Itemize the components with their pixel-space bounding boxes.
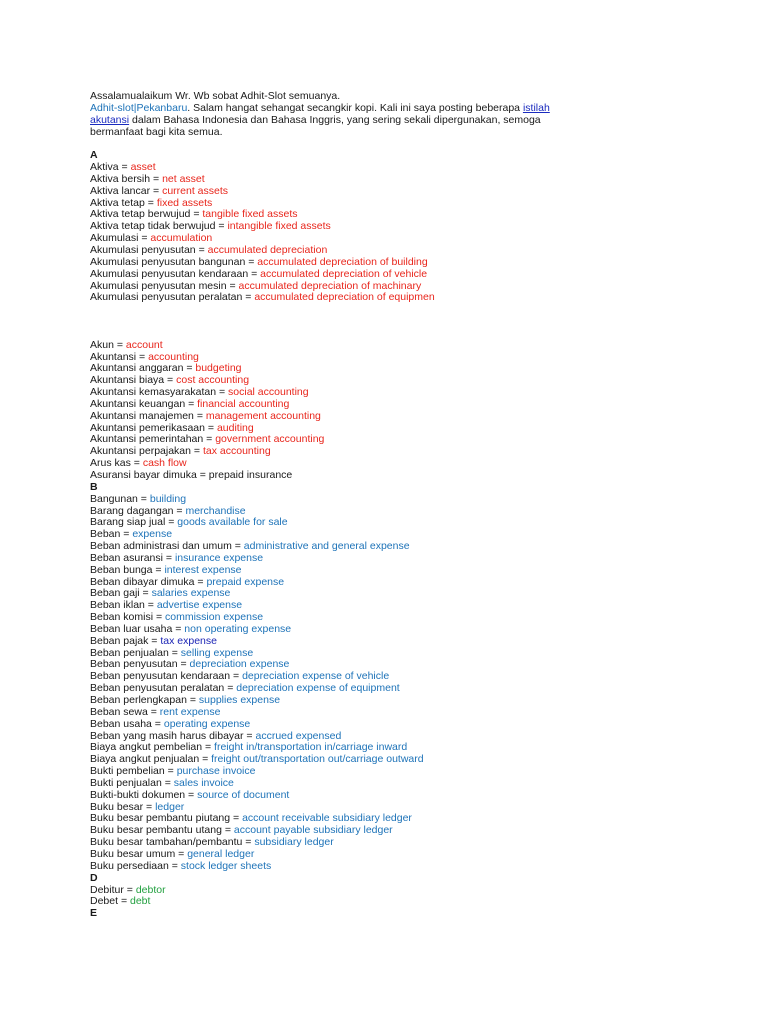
term-indonesian: Biaya angkut pembelian: [90, 741, 203, 754]
glossary-section-b: [90, 482, 590, 873]
equals-sign: =: [183, 362, 196, 375]
term-indonesian: Akuntansi pemerikasaan: [90, 421, 205, 434]
term-english: advertise expense: [156, 599, 243, 612]
term-english: account receivable subsidiary ledger: [242, 812, 412, 825]
term-english: sales invoice: [173, 776, 234, 789]
term-english: depreciation expense of equipment: [236, 682, 400, 695]
equals-sign: =: [186, 694, 199, 706]
term-english: general ledger: [187, 847, 255, 860]
equals-sign: =: [168, 859, 181, 872]
equals-sign: =: [224, 682, 237, 695]
site-link[interactable]: Adhit-slot|Pekanbaru: [90, 101, 188, 114]
term-english: depreciation expense of vehicle: [242, 670, 390, 683]
term-indonesian: Barang dagangan: [90, 504, 174, 517]
equals-sign: =: [243, 729, 256, 742]
equals-sign: =: [144, 599, 157, 612]
term-english: accumulated depreciation: [207, 243, 328, 256]
term-indonesian: Beban asuransi: [90, 551, 163, 564]
equals-sign: =: [138, 232, 151, 245]
term-indonesian: Akumulasi penyusutan bangunan: [90, 255, 246, 268]
equals-sign: =: [177, 658, 190, 671]
term-indonesian: Biaya angkut penjualan: [90, 753, 200, 766]
section-letter: D: [90, 871, 98, 884]
equals-sign: =: [203, 433, 216, 446]
glossary-entry: [90, 896, 590, 908]
term-indonesian: Barang siap jual: [90, 516, 166, 529]
equals-sign: =: [113, 338, 126, 351]
equals-sign: =: [248, 267, 261, 280]
term-indonesian: Asuransi bayar dimuka: [90, 468, 197, 481]
equals-sign: =: [202, 741, 215, 754]
term-indonesian: Akumulasi penyusutan mesin: [90, 279, 227, 292]
term-indonesian: Akun: [90, 338, 114, 351]
term-indonesian: Beban penyusutan kendaraan: [90, 670, 231, 683]
term-english: debt: [130, 895, 151, 908]
term-indonesian: Buku besar umum: [90, 847, 176, 860]
term-english: accounting: [148, 350, 199, 363]
term-english: tax expense: [160, 634, 217, 647]
equals-sign: =: [175, 847, 188, 860]
equals-sign: =: [190, 208, 203, 221]
term-english: supplies expense: [198, 694, 281, 706]
term-english: prepaid expense: [206, 575, 285, 588]
term-indonesian: Debet: [90, 895, 119, 908]
equals-sign: =: [136, 350, 149, 363]
equals-sign: =: [165, 516, 178, 529]
term-english: accrued expensed: [255, 729, 342, 742]
term-english: selling expense: [180, 646, 254, 659]
term-english: accumulated depreciation of building: [257, 255, 428, 268]
term-indonesian: Aktiva lancar: [90, 184, 151, 197]
equals-sign: =: [144, 196, 157, 209]
term-english: account: [125, 338, 163, 351]
term-indonesian: Beban perlengkapan: [90, 694, 187, 706]
equals-sign: =: [242, 836, 255, 849]
term-english: tax accounting: [202, 445, 271, 458]
glossary-section-a: [90, 150, 590, 482]
section-letter: E: [90, 907, 98, 920]
term-english: freight in/transportation in/carriage inward: [214, 741, 408, 754]
equals-sign: =: [118, 895, 130, 908]
equals-sign: =: [185, 788, 198, 801]
term-english: salaries expense: [151, 587, 231, 600]
equals-sign: =: [164, 374, 177, 387]
term-indonesian: Akumulasi penyusutan: [90, 243, 196, 256]
term-english: budgeting: [195, 362, 242, 375]
equals-sign: =: [191, 445, 203, 458]
term-indonesian: Akuntansi: [90, 350, 137, 363]
term-indonesian: Beban penyusutan: [90, 658, 178, 671]
equals-sign: =: [150, 184, 163, 197]
intro-text-2: dalam Bahasa Indonesia dan Bahasa Inggris, yang sering sekali dipergunakan, semoga bermanfaat bagi kita semua.: [90, 113, 541, 138]
term-indonesian: Aktiva tetap tidak berwujud: [90, 220, 216, 233]
equals-sign: =: [173, 504, 186, 517]
spacer: [90, 138, 590, 150]
intro-paragraph: [90, 103, 590, 139]
term-english: insurance expense: [174, 551, 264, 564]
term-indonesian: Akuntansi anggaran: [90, 362, 184, 375]
term-indonesian: Beban penyusutan peralatan: [90, 682, 225, 695]
term-english: social accounting: [228, 386, 309, 399]
term-indonesian: Akuntansi pemerintahan: [90, 433, 204, 446]
equals-sign: =: [221, 824, 234, 837]
term-english: building: [149, 492, 187, 505]
term-english: cost accounting: [176, 374, 250, 387]
term-indonesian: Beban bunga: [90, 563, 153, 576]
equals-sign: =: [193, 409, 206, 422]
term-indonesian: Bukti penjualan: [90, 776, 162, 789]
equals-sign: =: [123, 883, 136, 896]
equals-sign: =: [196, 468, 209, 481]
term-indonesian: Buku besar: [90, 800, 144, 813]
term-english: merchandise: [185, 504, 246, 517]
term-indonesian: Bukti-bukti dokumen: [90, 788, 186, 801]
equals-sign: =: [230, 812, 243, 825]
term-english: rent expense: [159, 705, 221, 718]
equals-sign: =: [164, 765, 177, 778]
term-english: interest expense: [164, 563, 242, 576]
term-english: account payable subsidiary ledger: [233, 824, 393, 837]
term-english: accumulation: [150, 232, 213, 245]
equals-sign: =: [204, 421, 217, 434]
term-english: ledger: [155, 800, 185, 813]
term-english: prepaid insurance: [208, 468, 293, 481]
term-english: administrative and general expense: [243, 540, 410, 553]
intro-text-1: . Salam hangat sehangat secangkir kopi. Kali ini saya posting beberapa: [187, 101, 523, 114]
term-english: net asset: [162, 172, 205, 185]
term-english: cash flow: [142, 457, 187, 470]
equals-sign: =: [199, 753, 212, 766]
equals-sign: =: [168, 646, 181, 659]
glossary-entry: [90, 292, 590, 304]
term-english: expense: [132, 528, 173, 541]
term-indonesian: Beban usaha: [90, 717, 152, 730]
term-indonesian: Beban dibayar dimuka: [90, 575, 195, 588]
glossary-entry: [90, 861, 590, 873]
term-indonesian: Bangunan: [90, 492, 138, 505]
term-indonesian: Akuntansi perpajakan: [90, 445, 191, 458]
term-english: commission expense: [165, 611, 264, 624]
term-indonesian: Beban komisi: [90, 611, 154, 624]
term-indonesian: Beban penjualan: [90, 646, 169, 659]
term-indonesian: Beban administrasi dan umum: [90, 540, 232, 553]
equals-sign: =: [137, 492, 150, 505]
equals-sign: =: [230, 670, 243, 683]
equals-sign: =: [130, 457, 143, 470]
term-indonesian: Akuntansi keuangan: [90, 397, 186, 410]
term-indonesian: Buku besar pembantu piutang: [90, 812, 231, 825]
term-indonesian: Debitur: [90, 883, 124, 896]
term-english: accumulated depreciation of equipmen: [254, 291, 435, 304]
term-english: auditing: [216, 421, 254, 434]
term-indonesian: Aktiva bersih: [90, 172, 151, 185]
term-indonesian: Akumulasi penyusutan peralatan: [90, 291, 243, 304]
section-letter: A: [90, 149, 98, 162]
term-english: asset: [130, 161, 156, 174]
term-indonesian: Akuntansi manajemen: [90, 409, 194, 422]
equals-sign: =: [147, 705, 160, 718]
term-indonesian: Akumulasi penyusutan kendaraan: [90, 267, 249, 280]
group-spacer: [90, 304, 590, 340]
equals-sign: =: [215, 220, 228, 233]
equals-sign: =: [242, 291, 255, 304]
term-indonesian: Buku persediaan: [90, 859, 169, 872]
equals-sign: =: [143, 800, 156, 813]
equals-sign: =: [172, 622, 185, 635]
term-indonesian: Akuntansi kemasyarakatan: [90, 386, 217, 399]
term-indonesian: Buku besar tambahan/pembantu: [90, 836, 243, 849]
term-indonesian: Beban sewa: [90, 705, 148, 718]
equals-sign: =: [139, 587, 152, 600]
equals-sign: =: [162, 551, 175, 564]
term-indonesian: Beban: [90, 528, 121, 541]
equals-sign: =: [194, 575, 207, 588]
term-english: operating expense: [163, 717, 251, 730]
equals-sign: =: [161, 776, 174, 789]
glossary: [90, 150, 590, 920]
term-english: purchase invoice: [176, 765, 256, 778]
equals-sign: =: [148, 634, 161, 647]
equals-sign: =: [150, 172, 163, 185]
equals-sign: =: [231, 540, 244, 553]
term-english: government accounting: [215, 433, 325, 446]
section-letter: B: [90, 480, 98, 493]
term-indonesian: Buku besar pembantu utang: [90, 824, 222, 837]
equals-sign: =: [152, 563, 165, 576]
term-english: goods available for sale: [177, 516, 288, 529]
term-english: fixed assets: [156, 196, 213, 209]
equals-sign: =: [185, 397, 198, 410]
term-english: freight out/transportation out/carriage outward: [211, 753, 424, 766]
term-english: financial accounting: [197, 397, 290, 410]
intro-greeting: Assalamualaikum Wr. Wb sobat Adhit-Slot semuanya.: [90, 90, 341, 102]
term-link[interactable]: istilah akutansi: [90, 101, 550, 126]
term-indonesian: Bukti pembelian: [90, 765, 165, 778]
term-indonesian: Akuntansi biaya: [90, 374, 165, 387]
term-indonesian: Beban iklan: [90, 599, 145, 612]
term-indonesian: Beban luar usaha: [90, 622, 173, 635]
glossary-section-e: [90, 908, 590, 920]
equals-sign: =: [245, 255, 258, 268]
equals-sign: =: [153, 611, 165, 624]
term-english: source of document: [197, 788, 290, 801]
term-english: accumulated depreciation of machinary: [238, 279, 422, 292]
term-indonesian: Aktiva tetap: [90, 196, 145, 209]
term-english: current assets: [162, 184, 229, 197]
equals-sign: =: [226, 279, 239, 292]
term-english: intangible fixed assets: [227, 220, 331, 233]
term-indonesian: Aktiva tetap berwujud: [90, 208, 191, 221]
term-english: tangible fixed assets: [202, 208, 298, 221]
glossary-entry: [90, 885, 590, 897]
term-indonesian: Beban yang masih harus dibayar: [90, 729, 244, 742]
term-indonesian: Beban pajak: [90, 634, 149, 647]
term-indonesian: Beban gaji: [90, 587, 140, 600]
term-indonesian: Aktiva: [90, 161, 119, 174]
term-english: subsidiary ledger: [254, 836, 334, 849]
term-english: debtor: [135, 883, 166, 896]
document-body: [90, 91, 590, 920]
term-english: management accounting: [205, 409, 321, 422]
term-english: accumulated depreciation of vehicle: [260, 267, 428, 280]
term-indonesian: Arus kas: [90, 457, 131, 470]
term-indonesian: Akumulasi: [90, 232, 139, 245]
term-english: depreciation expense: [189, 658, 290, 671]
equals-sign: =: [195, 243, 208, 256]
term-english: stock ledger sheets: [180, 859, 272, 872]
equals-sign: =: [120, 528, 133, 541]
equals-sign: =: [118, 161, 131, 174]
glossary-entry: [90, 470, 590, 482]
equals-sign: =: [216, 386, 229, 399]
equals-sign: =: [151, 717, 164, 730]
term-english: non operating expense: [184, 622, 292, 635]
glossary-section-d: [90, 873, 590, 909]
